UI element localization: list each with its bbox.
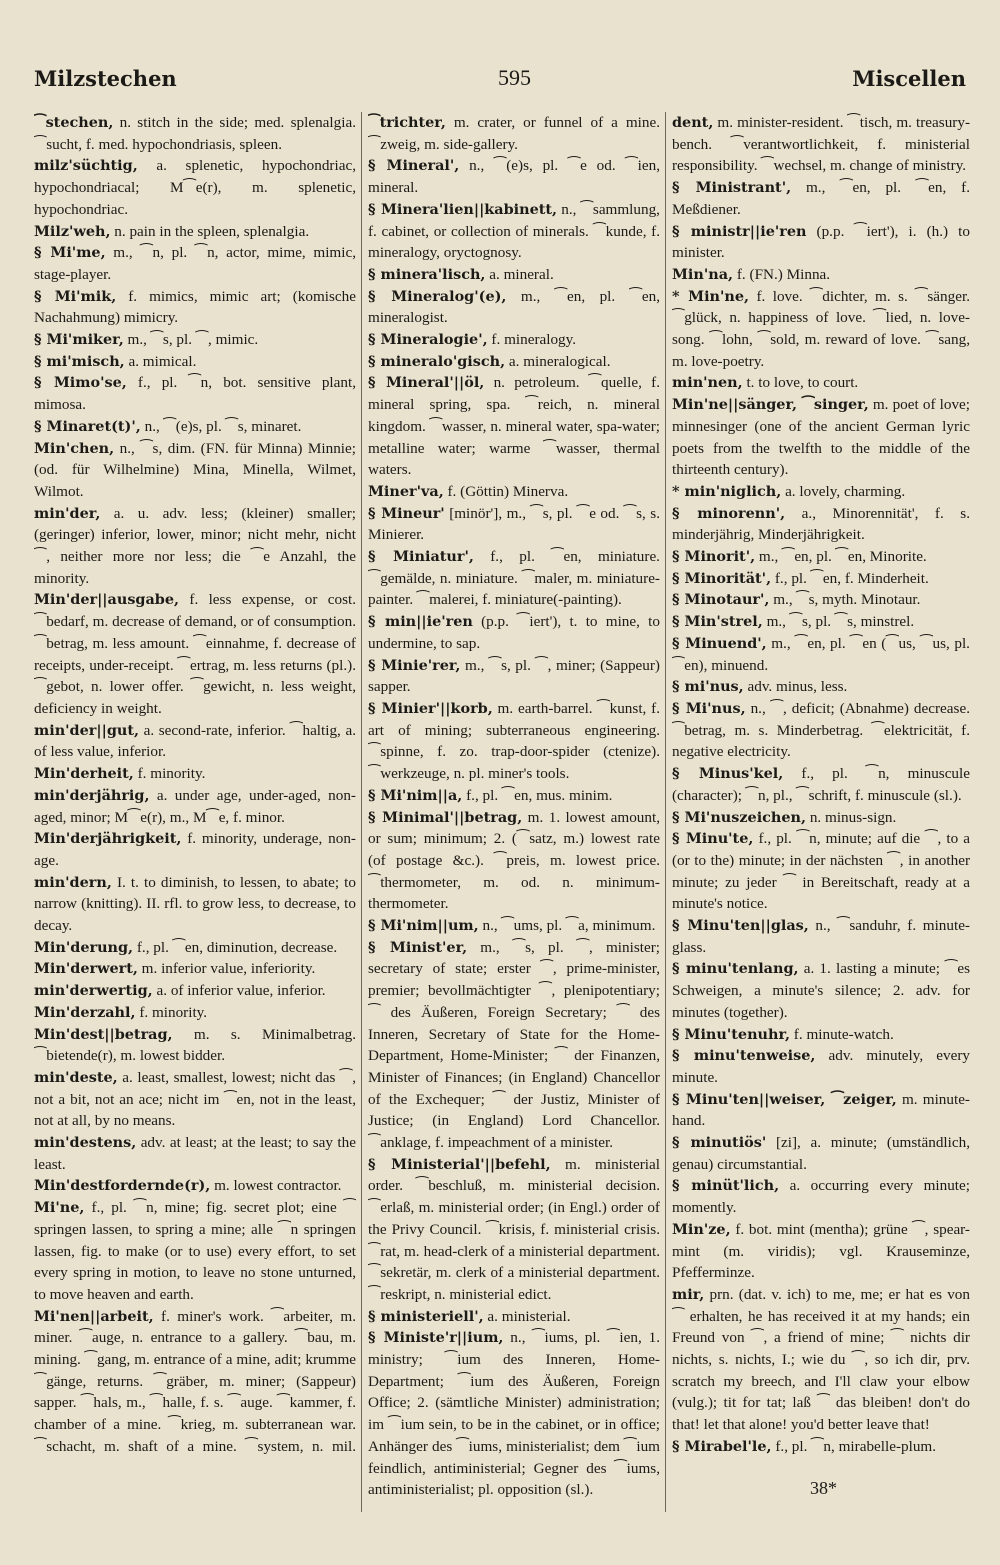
entry-definition: (p.p. ⁀iert'), i. (h.) to minister. [672, 222, 970, 262]
column-1 [34, 112, 356, 1457]
entry-definition: a., Minorennität', f. s. minderjährig, Minderjährigkeit. [672, 504, 970, 544]
dictionary-entry [368, 915, 660, 937]
entry-headword: Min'na, [672, 265, 734, 283]
column-2 [368, 112, 660, 1502]
entry-headword: Min'der||ausgabe, [34, 591, 180, 609]
entry-headword: § Mi'miker, [34, 331, 124, 349]
dictionary-entry [34, 589, 356, 719]
dictionary-entry [672, 546, 970, 568]
dictionary-entry [672, 915, 970, 958]
entry-headword: § Mi'nus, [672, 699, 746, 717]
entry-definition: f., pl. ⁀n, minuscule (character); ⁀n, pl., ⁀schrift, f. minuscule (sl.). [672, 765, 970, 804]
column-rule-1 [361, 112, 362, 1512]
entry-headword: Min'derheit, [34, 765, 134, 783]
entry-definition: m., ⁀s, pl. ⁀, minister; secretary of state; erster ⁀, prime-minister, premier; bevollmächtigter ⁀, plenipotentiary; ⁀ des Äußeren, Foreign Secretary; ⁀ des Inneren, Secretary of State for the Home-Department, Home-Minister; ⁀ der Finanzen, Minister of Finances; (in England) Chancellor of the Exchequer; ⁀ der Justiz, Minister of Justice; (in England) Lord Chancellor. ⁀anklage, f. impeachment of a minister. [368, 938, 660, 1152]
dictionary-entry [34, 763, 356, 785]
entry-headword: Min'derung, [34, 938, 134, 956]
entry-definition: adv. minus, less. [743, 678, 848, 696]
entry-headword: § Minu'te, [672, 830, 754, 848]
entry-definition: a. splenetic, hypochondriac, hypochondriacal; M⁀e(r), m. splenetic, hypochondriac. [34, 157, 356, 218]
entry-headword: Min'derzahl, [34, 1003, 136, 1021]
dictionary-entry [368, 807, 660, 916]
entry-definition: (p.p. ⁀iert'), t. to mine, to undermine, to sap. [368, 613, 660, 652]
entry-headword: § Mi'me, [34, 244, 106, 262]
entry-headword: dent, [672, 114, 714, 131]
dictionary-entry [672, 807, 970, 829]
entry-headword: § minu'tenlang, [672, 960, 799, 978]
dictionary-entry [34, 351, 356, 373]
entry-definition: adv. at least; at the least; to say the least. [34, 1134, 356, 1173]
dictionary-entry [368, 655, 660, 698]
page-header [34, 58, 966, 98]
entry-definition: m., ⁀s, pl. ⁀s, minstrel. [762, 613, 915, 631]
entry-headword: § Ministe'r||ium, [368, 1329, 504, 1347]
entry-headword: § Mineral', [368, 157, 460, 175]
entry-definition: a. least, smallest, lowest; nicht das ⁀, not a bit, not an ace; nicht im ⁀en, not in the least, not at all, by no means. [34, 1068, 356, 1130]
dictionary-entry [672, 1089, 970, 1132]
entry-definition: f. minority, underage, non-age. [34, 830, 356, 869]
dictionary-entry [672, 112, 970, 177]
entry-headword: § Mineralog'(e), [368, 287, 507, 305]
entry-headword: § Mirabel'le, [672, 1437, 772, 1455]
entry-definition: m., ⁀s, pl. ⁀, miner; (Sappeur) sapper. [368, 656, 660, 696]
dictionary-entry [368, 937, 660, 1154]
entry-headword: § Mi'mik, [34, 287, 117, 305]
dictionary-entry [368, 264, 660, 286]
entry-headword: Min'derwert, [34, 960, 138, 978]
entry-definition: n., ⁀s, dim. (FN. für Minna) Minnie; (od. für Wilhelmine) Mina, Minella, Wilmet, Wilmot. [34, 439, 356, 500]
dictionary-entry [672, 633, 970, 676]
dictionary-entry [368, 546, 660, 611]
entry-headword: min'derwertig, [34, 982, 153, 1000]
page-number: 595 [497, 65, 531, 90]
dictionary-entry [34, 980, 356, 1002]
entry-headword: Miner'va, [368, 482, 444, 500]
entry-definition: f., pl. ⁀en, f. Minderheit. [771, 569, 929, 587]
entry-headword: § Minus'kel, [672, 765, 784, 783]
entry-definition: n., ⁀, deficit; (Abnahme) decrease. ⁀betrag, m. s. Minderbetrag. ⁀elektricität, f. negative electricity. [672, 699, 970, 761]
sheet-signature: 38* [810, 1478, 837, 1498]
dictionary-entry [672, 1175, 970, 1218]
dictionary-entry [34, 438, 356, 503]
entry-headword: § Mi'nim||a, [368, 786, 463, 804]
entry-headword: Min'destfordernde(r), [34, 1177, 211, 1195]
dictionary-entry [368, 372, 660, 481]
entry-definition: f., pl. ⁀en, miniature. ⁀gemälde, n. miniature. ⁀maler, m. miniature-painter. ⁀malerei, f. miniature(-painting). [368, 548, 660, 609]
entry-definition: a. occurring every minute; momently. [672, 1177, 970, 1217]
entry-headword: § Mineralogie', [368, 331, 488, 349]
dictionary-entry [34, 1024, 356, 1067]
entry-headword: * min'niglich, [672, 482, 782, 500]
dictionary-entry [672, 286, 970, 373]
entry-definition: f. (Göttin) Minerva. [443, 482, 569, 500]
dictionary-entry [34, 1306, 356, 1457]
entry-headword: Min'ze, [672, 1220, 731, 1238]
entry-definition: m. minute-hand. [672, 1090, 970, 1130]
entry-headword: Min'dest||betrag, [34, 1025, 173, 1043]
entry-definition: m. inferior value, inferiority. [137, 960, 316, 978]
dictionary-entry [34, 1197, 356, 1306]
dictionary-entry [34, 1175, 356, 1197]
entry-headword: min'deste, [34, 1068, 118, 1086]
entry-headword: Mi'ne, [34, 1199, 85, 1217]
entry-headword: § Mi'nim||um, [368, 917, 479, 935]
entry-definition: [minör'], m., ⁀s, pl. ⁀e od. ⁀s, s. Minierer. [368, 504, 660, 544]
entry-headword: § Miniatur', [368, 548, 474, 566]
entry-definition: adv. minutely, every minute. [672, 1047, 970, 1086]
entry-definition: f. less expense, or cost. ⁀bedarf, m. decrease of demand, or of consumption. ⁀betrag, m. less amount. ⁀einnahme, f. decrease of receipts, under-receipt. ⁀ertrag, m. less returns (pl.). ⁀gebot, n. lower offer. ⁀gewicht, n. less weight, deficiency in weight. [34, 591, 356, 717]
dictionary-entry [368, 155, 660, 198]
entry-headword: § mineralo'gisch, [368, 352, 506, 370]
entry-headword: § Minorit', [672, 548, 756, 566]
dictionary-entry [672, 372, 970, 394]
entry-headword: Milz'weh, [34, 222, 111, 240]
entry-definition: m. lowest contractor. [210, 1177, 342, 1195]
entry-definition: n. petroleum. ⁀quelle, f. mineral spring, spa. ⁀reich, n. mineral kingdom. ⁀wasser, n. mineral water, spa-water; metalline water; warme ⁀wasser, thermal waters. [368, 374, 660, 479]
dictionary-entry [672, 958, 970, 1023]
entry-headword: § min||ie'ren [368, 613, 473, 631]
dictionary-entry [34, 937, 356, 959]
entry-definition: f. (FN.) Minna. [733, 265, 831, 283]
entry-headword: § minutiös' [672, 1134, 767, 1152]
entry-headword: Min'chen, [34, 439, 115, 457]
entry-definition: m., ⁀n, pl. ⁀n, actor, mime, mimic, stage-player. [34, 244, 356, 283]
dictionary-entry [34, 1132, 356, 1175]
dictionary-entry [672, 589, 970, 611]
entry-headword: § Mineur' [368, 504, 445, 522]
dictionary-entry [368, 503, 660, 546]
entry-definition: f., pl. ⁀n, mirabelle-plum. [771, 1437, 937, 1455]
entry-headword: min'nen, [672, 374, 743, 392]
entry-headword: § ministeriell', [368, 1307, 484, 1325]
dictionary-entry [672, 1132, 970, 1175]
entry-definition: n., ⁀sanduhr, f. minute-glass. [672, 917, 970, 956]
dictionary-entry [672, 1024, 970, 1046]
dictionary-entry [34, 872, 356, 937]
dictionary-entry [672, 264, 970, 286]
entry-definition: f. minute-watch. [790, 1025, 894, 1043]
entry-definition: [zi], a. minute; (umständlich, genau) circumstantial. [672, 1134, 970, 1173]
dictionary-entry [34, 155, 356, 220]
entry-headword: ⁀trichter, [368, 114, 446, 131]
entry-definition: n., ⁀(e)s, pl. ⁀s, minaret. [140, 417, 302, 435]
dictionary-entry [368, 1306, 660, 1328]
column-3 [672, 112, 970, 1457]
entry-definition: m. minister-resident. ⁀tisch, m. treasury-bench. ⁀verantwortlichkeit, f. ministerial responsibility. ⁀wechsel, m. change of ministry. [672, 114, 970, 175]
entry-headword: § Minier'||korb, [368, 699, 493, 717]
dictionary-entry [368, 1327, 660, 1501]
entry-definition: m., ⁀s, pl. ⁀, mimic. [123, 331, 259, 349]
dictionary-entry [672, 1284, 970, 1436]
entry-headword: § Minu'ten||glas, [672, 917, 809, 935]
entry-definition: a. u. adv. less; (kleiner) smaller; (geringer) inferior, lower, minor; nicht mehr, nicht ⁀, neither more nor less; die ⁀e Anzahl, the minority. [34, 504, 356, 587]
dictionary-entry [34, 828, 356, 871]
entry-headword: § minera'lisch, [368, 265, 486, 283]
dictionary-entry [672, 1045, 970, 1088]
entry-headword: § Minera'lien||kabinett, [368, 200, 558, 218]
entry-definition: n., ⁀iums, pl. ⁀ien, 1. ministry; ⁀ium des Inneren, Home-Department; ⁀ium des Äußeren, Foreign Office; 2. (sämtliche Minister) administration; im ⁀ium sein, to be in the cabinet, or in office; Anhänger des ⁀iums, ministerialist; dem ⁀ium feindlich, antiministerial; Gegner des ⁀iums, antiministerialist; pl. opposition (sl.). [368, 1329, 660, 1499]
dictionary-entry [672, 481, 970, 503]
dictionary-entry [368, 199, 660, 264]
entry-headword: * Min'ne, [672, 287, 750, 305]
dictionary-entry [672, 698, 970, 763]
entry-headword: Min'ne||sänger, ⁀singer, [672, 396, 869, 414]
entry-definition: f., pl. ⁀n, bot. sensitive plant, mimosa. [34, 374, 356, 414]
entry-definition: n. pain in the spleen, splenalgia. [110, 222, 310, 240]
entry-headword: § Minu'ten||weiser, ⁀zeiger, [672, 1090, 897, 1108]
dictionary-entry [368, 698, 660, 785]
dictionary-entry [34, 372, 356, 415]
dictionary-entry [672, 676, 970, 698]
entry-headword: Mi'nen||arbeit, [34, 1307, 154, 1325]
dictionary-entry [368, 481, 660, 503]
dictionary-entry [34, 286, 356, 329]
entry-definition: m. poet of love; minnesinger (one of the ancient German lyric poets from the twelfth to the middle of the thirteenth century). [672, 396, 970, 479]
dictionary-entry [34, 1002, 356, 1024]
entry-headword: § minorenn', [672, 504, 786, 522]
entry-headword: § Minotaur', [672, 591, 770, 609]
entry-definition: m., ⁀en, pl. ⁀en (⁀us, ⁀us, pl. ⁀en), minuend. [672, 634, 970, 674]
entry-definition: m., ⁀en, pl. ⁀en, mineralogist. [368, 287, 660, 327]
dictionary-entry [34, 503, 356, 590]
entry-definition: a. ministerial. [483, 1307, 571, 1325]
dictionary-entry [672, 1436, 970, 1457]
dictionary-entry [672, 221, 970, 264]
entry-definition: f. miner's work. ⁀arbeiter, m. miner. ⁀auge, n. entrance to a gallery. ⁀bau, m. mining. ⁀gang, m. entrance of a mine, adit; krumme ⁀gänge, returns. ⁀gräber, m. miner; (Sappeur) sapper. ⁀hals, m., ⁀halle, f. s. ⁀auge. ⁀kammer, f. chamber of a mine. ⁀krieg, m. subterranean war. ⁀schacht, m. shaft of a mine. ⁀system, n. mil. [34, 1307, 356, 1455]
right-running-head: Miscellen [852, 65, 966, 91]
dictionary-entry [672, 611, 970, 633]
entry-definition: m. s. Minimalbetrag. ⁀bietende(r), m. lowest bidder. [34, 1025, 356, 1065]
entry-definition: m. ministerial order. ⁀beschluß, m. ministerial decision. ⁀erlaß, m. ministerial order; (in Engl.) order of the Privy Council. ⁀krisis, f. ministerial crisis. ⁀rat, m. head-clerk of a ministerial department. ⁀sekretär, m. clerk of a ministerial department. ⁀reskript, n. ministerial edict. [368, 1155, 660, 1303]
dictionary-entry [368, 112, 660, 155]
dictionary-entry [672, 394, 970, 481]
entry-headword: § Minie'rer, [368, 656, 461, 674]
dictionary-entry [368, 329, 660, 351]
dictionary-entry [368, 1501, 660, 1502]
entry-definition: n. stitch in the side; med. splenalgia. ⁀sucht, f. med. hypochondriasis, spleen. [34, 114, 356, 153]
entry-definition: f., pl. ⁀n, mine; fig. secret plot; eine ⁀ springen lassen, to spring a mine; alle ⁀n springen lassen, fig. to make (or to use) every effort, to set every spring in motion, to leave no stone unturned, to move heaven and earth. [34, 1199, 356, 1303]
entry-definition: m. 1. lowest amount, or sum; minimum; 2. (⁀satz, m.) lowest rate (of postage &c.). ⁀preis, m. lowest price. ⁀thermometer, m. od. n. minimum-thermometer. [368, 808, 660, 913]
dictionary-entry [672, 763, 970, 806]
dictionary-entry [34, 112, 356, 155]
dictionary-entry [672, 503, 970, 546]
entry-definition: a. mineral. [485, 265, 554, 283]
entry-headword: § Mineral'||öl, [368, 374, 485, 392]
entry-headword: § minu'tenweise, [672, 1047, 816, 1065]
entry-headword: § mi'misch, [34, 352, 125, 370]
entry-definition: f. mimics, mimic art; (komische Nachahmung) mimicry. [34, 287, 356, 327]
entry-definition: f., pl. ⁀en, mus. minim. [462, 786, 613, 804]
dictionary-entry [34, 242, 356, 285]
dictionary-entry [34, 1067, 356, 1132]
dictionary-entry [368, 286, 660, 329]
entry-headword: § Mi'nuszeichen, [672, 808, 807, 826]
entry-headword: milz'süchtig, [34, 157, 138, 175]
entry-definition: f. love. ⁀dichter, m. s. ⁀sänger. ⁀glück, n. happiness of love. ⁀lied, n. love-song. ⁀lohn, ⁀sold, m. reward of love. ⁀sang, m. love-poetry. [672, 287, 970, 370]
dictionary-entry [672, 828, 970, 915]
dictionary-entry [368, 611, 660, 654]
dictionary-entry [34, 416, 356, 438]
entry-definition: f. minority. [135, 1003, 208, 1021]
dictionary-entry [368, 1154, 660, 1306]
dictionary-entry [34, 221, 356, 243]
dictionary-entry [672, 1219, 970, 1284]
entry-definition: f., pl. ⁀n, minute; auf die ⁀, to a (or to the) minute; in der nächsten ⁀, in another minute; zu jeder ⁀ in Bereitschaft, ready at a minute's notice. [672, 830, 970, 913]
entry-headword: § minüt'lich, [672, 1177, 780, 1195]
entry-headword: § Minu'tenuhr, [672, 1025, 790, 1043]
entry-headword: min'destens, [34, 1134, 137, 1152]
entry-definition: I. t. to diminish, to lessen, to abate; to narrow (knitting). II. rfl. to grow less, to decrease, to decay. [34, 873, 356, 935]
dictionary-entry [34, 958, 356, 980]
entry-headword: § Mimo'se, [34, 374, 127, 392]
dictionary-entry [368, 351, 660, 373]
entry-headword: § ministr||ie'ren [672, 222, 807, 240]
entry-definition: n., ⁀(e)s, pl. ⁀e od. ⁀ien, mineral. [368, 157, 660, 197]
entry-headword: min'dern, [34, 873, 112, 891]
entry-definition: m., ⁀s, myth. Minotaur. [769, 591, 921, 609]
entry-headword: min'der||gut, [34, 721, 140, 739]
entry-definition: a. under age, under-aged, non-aged, minor; M⁀e(r), m., M⁀e, f. minor. [34, 786, 356, 826]
entry-definition: t. to love, to court. [742, 374, 859, 392]
entry-headword: Min'derjährigkeit, [34, 830, 182, 848]
entry-definition: a. second-rate, inferior. ⁀haltig, a. of less value, inferior. [34, 721, 356, 761]
entry-headword: § Minuend', [672, 634, 767, 652]
column-rule-2 [665, 112, 666, 1512]
entry-headword: § Minist'er, [368, 938, 468, 956]
entry-headword: ⁀stechen, [34, 114, 114, 131]
entry-definition: f. minority. [133, 765, 206, 783]
dictionary-entry [34, 720, 356, 763]
entry-definition: a. mineralogical. [505, 352, 611, 370]
entry-definition: prn. (dat. v. ich) to me, me; er hat es von ⁀ erhalten, he has received it at my hands; ein Freund von ⁀, a friend of mine; ⁀ nichts dir nichts, s. nichts, I.; wie du ⁀, so ich dir, prv. scratch my breech, and I'll claw your elbow (vulg.); tit for tat; laß ⁀ das bleiben! don't do that! let that alone! you'd better leave that! [672, 1285, 970, 1434]
entry-definition: a. 1. lasting a minute; ⁀es Schweigen, a minute's silence; 2. adv. for minutes (together). [672, 960, 970, 1021]
entry-definition: m. earth-barrel. ⁀kunst, f. art of mining; subterraneous engineering. ⁀spinne, f. zo. trap-door-spider (ctenize). ⁀werkzeuge, n. pl. miner's tools. [368, 699, 660, 783]
entry-headword: § Ministrant', [672, 179, 792, 197]
entry-definition: f. mineralogy. [487, 331, 577, 349]
left-running-head: Milzstechen [34, 65, 177, 91]
entry-headword: mir, [672, 1285, 705, 1303]
entry-definition: f., pl. ⁀en, diminution, decrease. [133, 938, 338, 956]
entry-headword: § Minaret(t)', [34, 417, 141, 435]
entry-definition: n., ⁀ums, pl. ⁀a, minimum. [478, 917, 656, 935]
entry-definition: a. mimical. [124, 352, 197, 370]
dictionary-entry [34, 785, 356, 828]
entry-headword: § Minorität', [672, 569, 772, 587]
entry-headword: § Min'strel, [672, 613, 763, 631]
entry-definition: f. bot. mint (mentha); grüne ⁀, spear-mint (m. viridis); vgl. Krauseminze, Pfefferminze. [672, 1220, 970, 1282]
entry-definition: a. lovely, charming. [781, 482, 906, 500]
entry-definition: m., ⁀en, pl. ⁀en, Minorite. [755, 548, 927, 566]
entry-headword: § Ministerial'||befehl, [368, 1155, 551, 1173]
dictionary-entry [672, 177, 970, 220]
entry-definition: m., ⁀en, pl. ⁀en, f. Meßdiener. [672, 179, 970, 218]
dictionary-entry [34, 329, 356, 351]
entry-definition: m. crater, or funnel of a mine. ⁀zweig, m. side-gallery. [368, 114, 660, 153]
entry-headword: § Minimal'||betrag, [368, 808, 523, 826]
dictionary-entry [672, 568, 970, 590]
entry-definition: a. of inferior value, inferior. [152, 982, 326, 1000]
entry-definition: n. minus-sign. [806, 808, 897, 826]
entry-headword: min'der, [34, 504, 101, 522]
entry-headword: § mi'nus, [672, 678, 744, 696]
entry-definition: n., ⁀sammlung, f. cabinet, or collection of minerals. ⁀kunde, f. mineralogy, oryctognosy. [368, 200, 660, 262]
dictionary-entry [368, 785, 660, 807]
entry-headword: min'derjährig, [34, 786, 150, 804]
